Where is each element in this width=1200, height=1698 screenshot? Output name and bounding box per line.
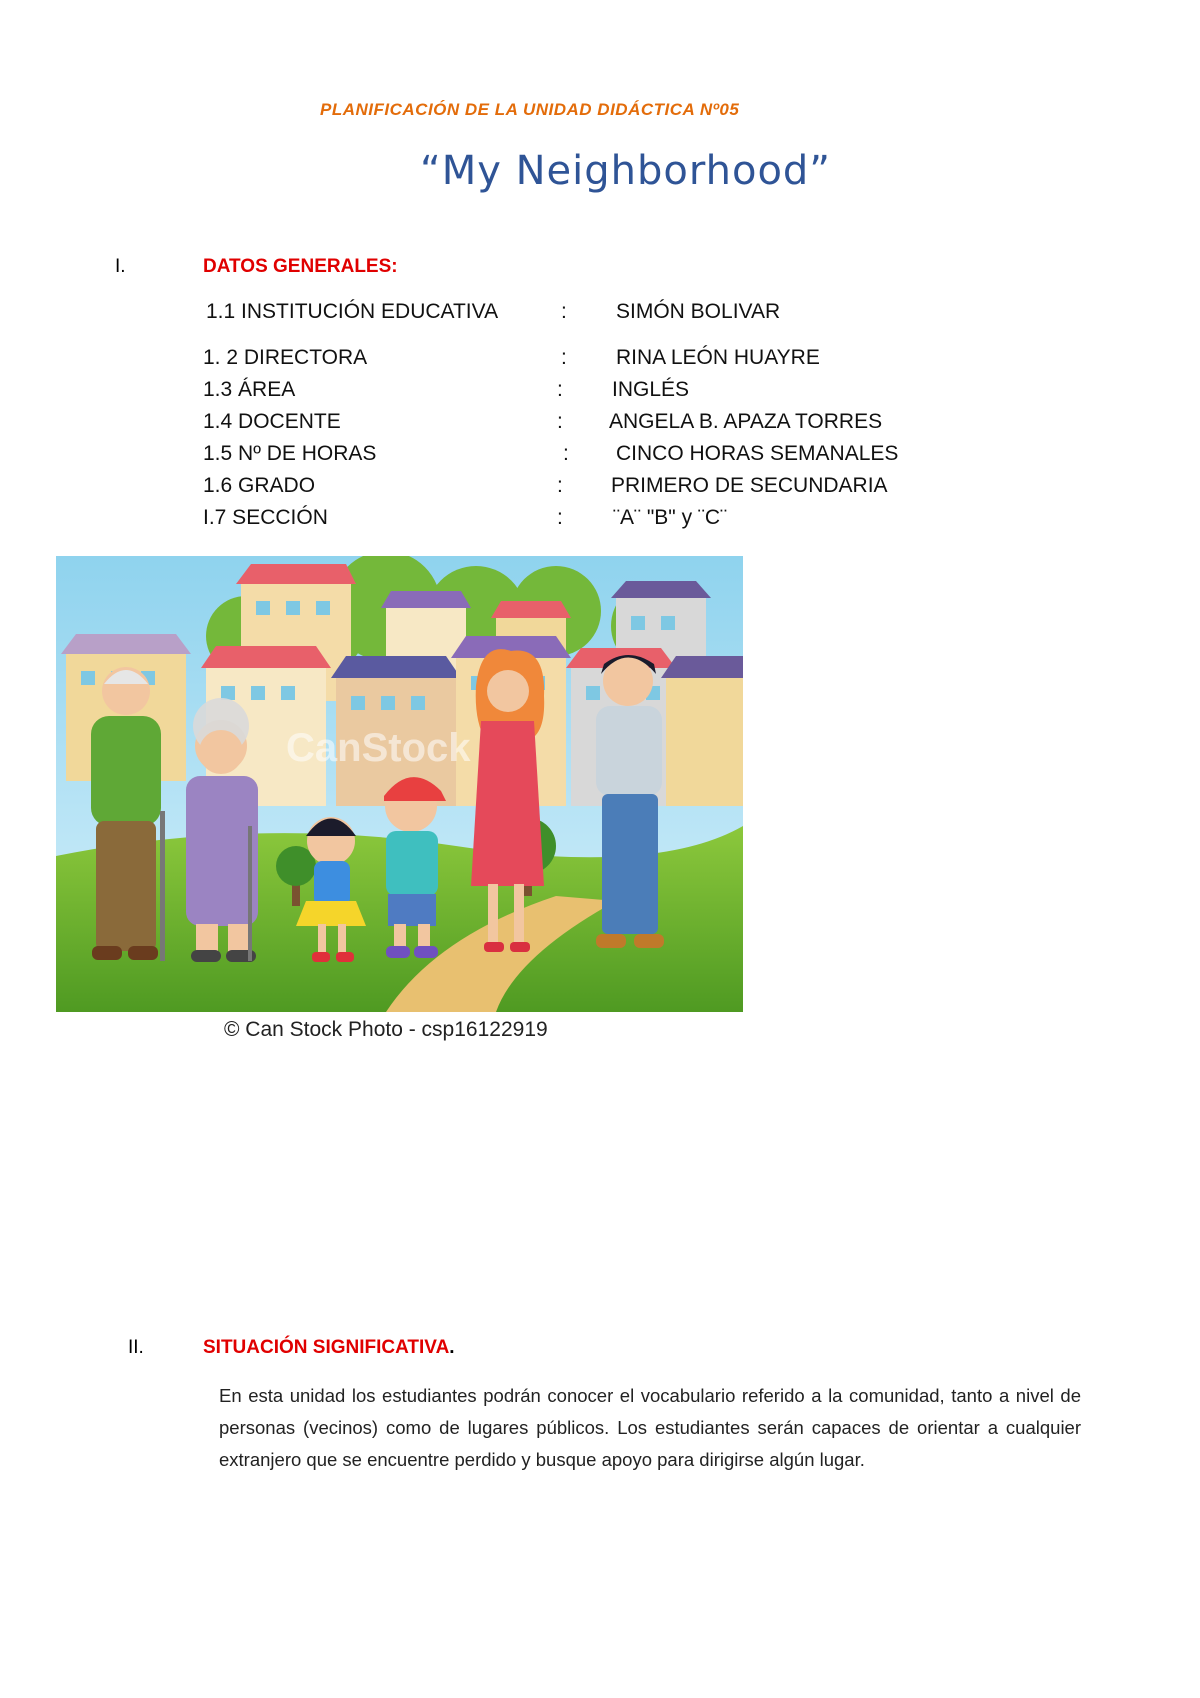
info-value: SIMÓN BOLIVAR [616, 300, 781, 323]
info-row [203, 506, 1003, 536]
section-1-heading: DATOS GENERALES: [203, 256, 398, 277]
family-neighborhood-illustration [56, 556, 743, 1012]
info-value: CINCO HORAS SEMANALES [616, 442, 899, 465]
info-row [203, 474, 1003, 504]
info-label: 1.3 ÁREA [203, 378, 296, 401]
info-label: I.7 SECCIÓN [203, 506, 328, 529]
page-title: “My Neighborhood” [420, 148, 832, 194]
info-value: RINA LEÓN HUAYRE [616, 346, 820, 369]
info-separator: : [557, 378, 563, 401]
info-label: 1.6 GRADO [203, 474, 316, 497]
section-2-paragraph: En esta unidad los estudiantes podrán conocer el vocabulario referido a la comunidad, tanto a nivel de personas (vecinos) como de lugares públicos. Los estudiantes serán capaces de orientar a cualquier extranjero que se encuentre perdido y busque apoyo para dirigirse algún lugar. [219, 1385, 1081, 1470]
info-row [203, 410, 1003, 440]
info-separator: : [561, 346, 567, 369]
image-watermark: CanStock [286, 726, 471, 770]
info-separator: : [557, 474, 563, 497]
info-label: 1.4 DOCENTE [203, 410, 341, 433]
info-separator: : [563, 442, 569, 465]
info-value: ¨A¨ "B" y ¨C¨ [613, 506, 728, 529]
section-2-number: II. [128, 1337, 144, 1358]
info-value: ANGELA B. APAZA TORRES [609, 410, 883, 433]
info-value: PRIMERO DE SECUNDARIA [611, 474, 888, 497]
info-row [203, 442, 1003, 472]
info-label: 1.5 Nº DE HORAS [203, 442, 377, 465]
section-2-heading [203, 1337, 455, 1359]
image-credit: © Can Stock Photo - csp16122919 [224, 1018, 548, 1041]
info-separator: : [561, 300, 567, 323]
unit-kicker: PLANIFICACIÓN DE LA UNIDAD DIDÁCTICA Nº05 [320, 100, 740, 119]
info-separator: : [557, 410, 563, 433]
info-label: 1.1 INSTITUCIÓN EDUCATIVA [206, 300, 499, 323]
section-2-heading-text: SITUACIÓN SIGNIFICATIVA [203, 1337, 450, 1358]
info-value: INGLÉS [612, 378, 690, 401]
info-row [203, 346, 1003, 376]
info-separator: : [557, 506, 563, 529]
info-label: 1. 2 DIRECTORA [203, 346, 368, 369]
info-row [203, 300, 1003, 330]
section-2-heading-suffix: . [449, 1337, 455, 1358]
info-row [203, 378, 1003, 408]
section-1-number: I. [115, 256, 126, 277]
